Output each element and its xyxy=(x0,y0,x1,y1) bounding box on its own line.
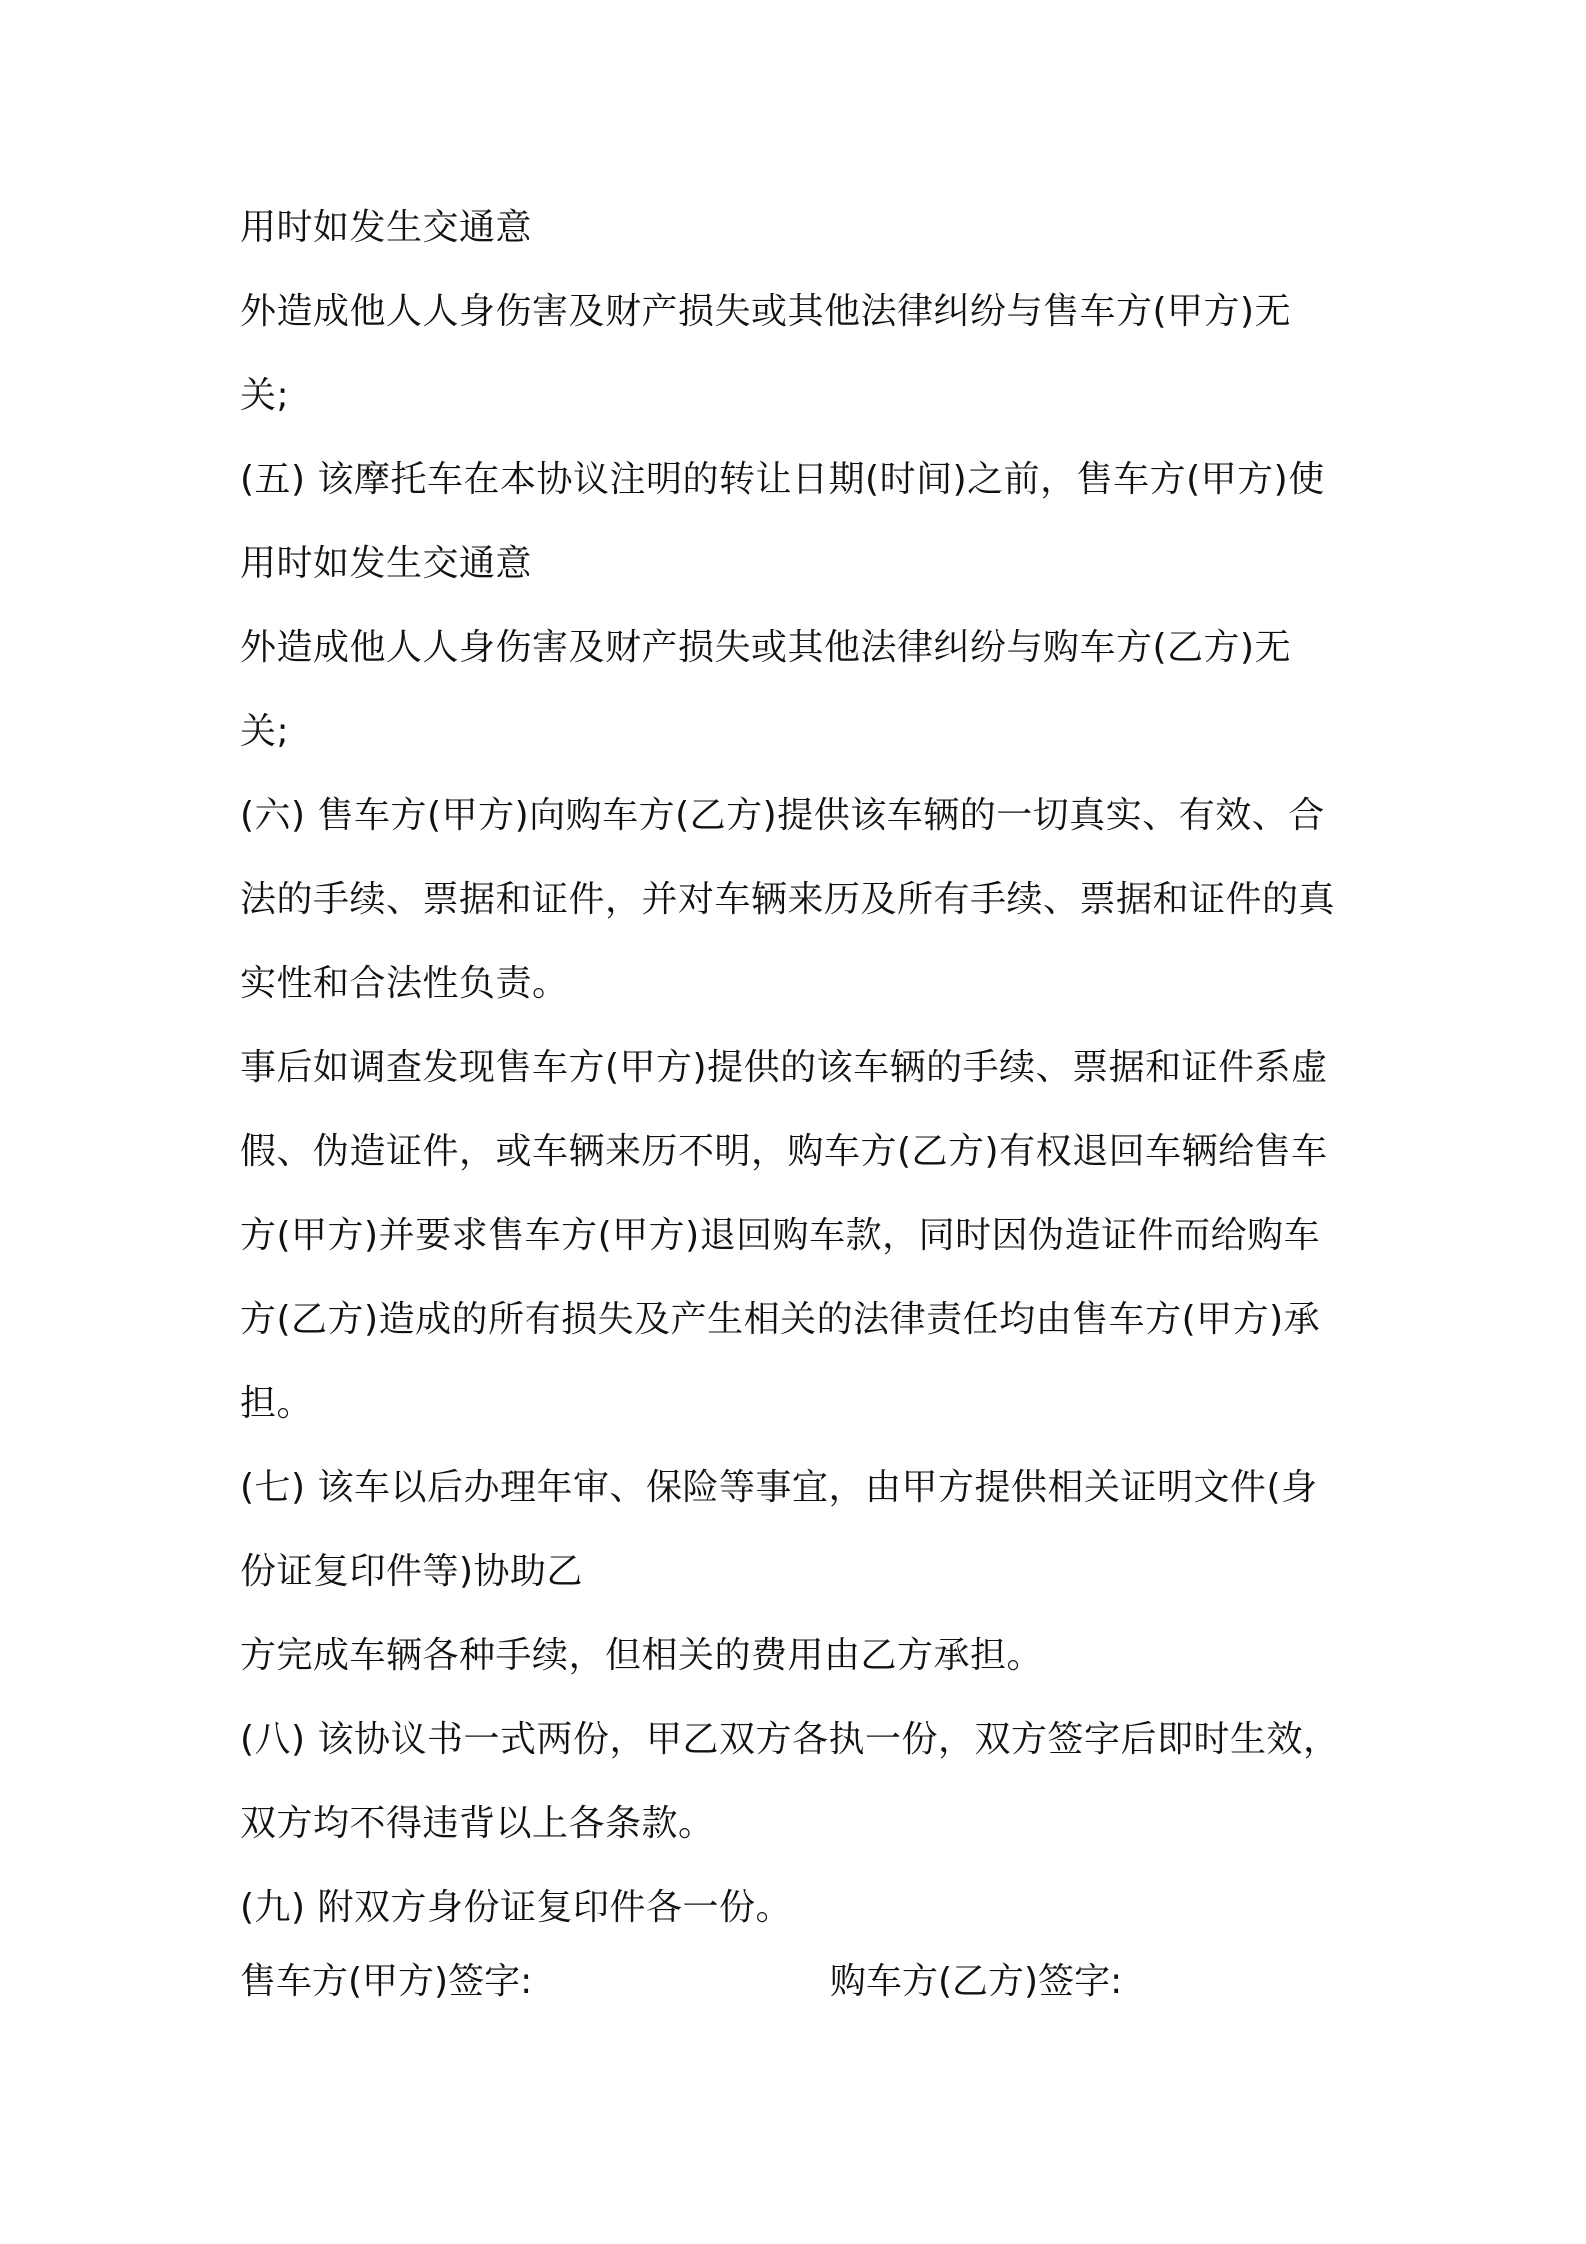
text-line: 假、伪造证件，或车辆来历不明，购车方(乙方)有权退回车辆给售车 xyxy=(240,1131,1328,1172)
text-line: 方(乙方)造成的所有损失及产生相关的法律责任均由售车方(甲方)承 xyxy=(240,1299,1321,1340)
text-line: 用时如发生交通意 xyxy=(240,543,533,584)
clause-8: (八) 该协议书一式两份，甲乙双方各执一份，双方签字后即时生效， xyxy=(240,1719,1340,1760)
clause-7: (七) 该车以后办理年审、保险等事宜，由甲方提供相关证明文件(身 xyxy=(240,1467,1318,1508)
clause-9: (九) 附双方身份证复印件各一份。 xyxy=(240,1887,793,1928)
clause-5: (五) 该摩托车在本协议注明的转让日期(时间)之前，售车方(甲方)使 xyxy=(240,459,1325,500)
text-line: 方完成车辆各种手续，但相关的费用由乙方承担。 xyxy=(240,1635,1044,1676)
text-line: 关; xyxy=(240,711,290,752)
text-line: 事后如调查发现售车方(甲方)提供的该车辆的手续、票据和证件系虚 xyxy=(240,1047,1328,1088)
text-line: 担。 xyxy=(240,1383,314,1424)
buyer-signature-label: 购车方(乙方)签字: xyxy=(830,1961,1123,2002)
text-line: 方(甲方)并要求售车方(甲方)退回购车款，同时因伪造证件而给购车 xyxy=(240,1215,1321,1256)
text-line: 法的手续、票据和证件，并对车辆来历及所有手续、票据和证件的真 xyxy=(240,879,1336,920)
text-line: 用时如发生交通意 xyxy=(240,207,533,248)
text-line: 实性和合法性负责。 xyxy=(240,963,569,1004)
text-line: 关; xyxy=(240,375,290,416)
text-line: 外造成他人人身伤害及财产损失或其他法律纠纷与购车方(乙方)无 xyxy=(240,627,1292,668)
text-line: 份证复印件等)协助乙 xyxy=(240,1551,584,1592)
clause-6: (六) 售车方(甲方)向购车方(乙方)提供该车辆的一切真实、有效、合 xyxy=(240,795,1325,836)
text-line: 双方均不得违背以上各条款。 xyxy=(240,1803,715,1844)
text-line: 外造成他人人身伤害及财产损失或其他法律纠纷与售车方(甲方)无 xyxy=(240,291,1292,332)
seller-signature-label: 售车方(甲方)签字: xyxy=(240,1961,533,2002)
